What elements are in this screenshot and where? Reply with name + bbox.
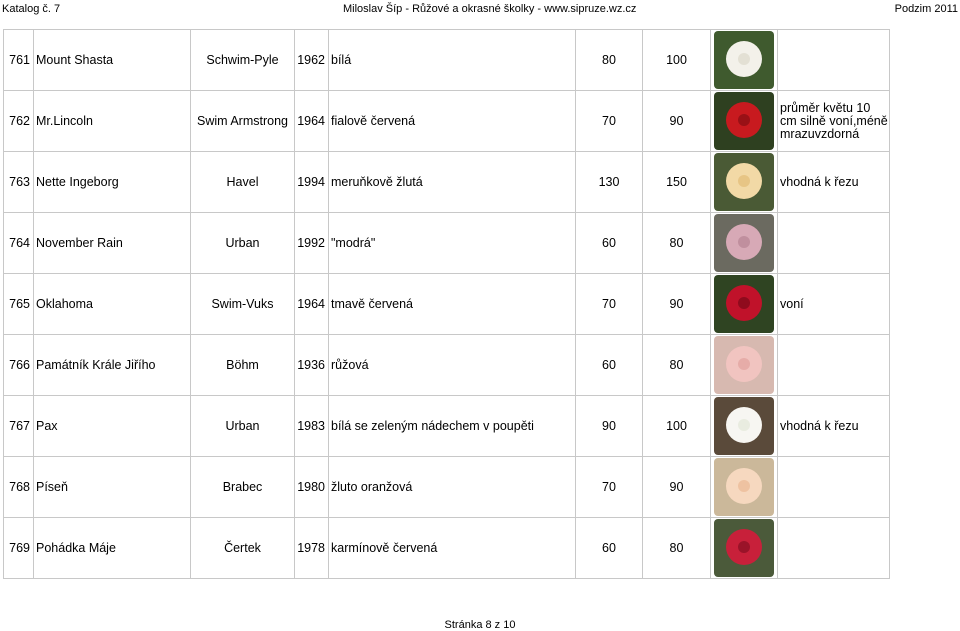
breeder: Brabec [191,457,295,518]
flower-color: bílá [329,30,576,91]
photo-cell [711,396,778,457]
photo-cell [711,152,778,213]
rose-name: Mr.Lincoln [34,91,191,152]
height-min: 70 [576,457,643,518]
rose-name: Nette Ingeborg [34,152,191,213]
height-min: 60 [576,335,643,396]
row-id: 765 [4,274,34,335]
table-row [4,396,890,457]
photo-cell [711,518,778,579]
row-id: 761 [4,30,34,91]
rose-name: Mount Shasta [34,30,191,91]
breeder: Urban [191,396,295,457]
table-row [4,152,890,213]
height-min: 80 [576,30,643,91]
rose-photo [714,92,774,150]
year: 1964 [295,91,329,152]
rose-bloom-center [738,236,750,248]
year: 1980 [295,457,329,518]
rose-name: Pax [34,396,191,457]
rose-bloom-center [738,541,750,553]
page-header [0,0,960,19]
height-min: 90 [576,396,643,457]
flower-color: meruňkově žlutá [329,152,576,213]
page-footer [0,619,960,631]
rose-bloom-center [738,53,750,65]
breeder: Urban [191,213,295,274]
height-min: 130 [576,152,643,213]
breeder: Schwim-Pyle [191,30,295,91]
rose-photo [714,214,774,272]
height-max: 80 [643,518,711,579]
rose-photo [714,397,774,455]
height-max: 100 [643,396,711,457]
rose-catalog-table [3,29,890,579]
year: 1936 [295,335,329,396]
row-id: 769 [4,518,34,579]
rose-bloom-center [738,480,750,492]
flower-color: bílá se zeleným nádechem v poupěti [329,396,576,457]
height-max: 90 [643,274,711,335]
table-row [4,518,890,579]
note: vhodná k řezu [778,396,890,457]
table-row [4,274,890,335]
photo-cell [711,335,778,396]
height-max: 80 [643,335,711,396]
year: 1962 [295,30,329,91]
note [778,213,890,274]
photo-cell [711,30,778,91]
height-min: 60 [576,518,643,579]
height-max: 90 [643,457,711,518]
catalog-number: Katalog č. 7 [2,3,61,15]
height-min: 70 [576,91,643,152]
photo-cell [711,274,778,335]
height-max: 150 [643,152,711,213]
table-row [4,457,890,518]
table-row [4,91,890,152]
rose-photo [714,336,774,394]
note: průměr květu 10 cm silně voní,méně mrazuvzdorná [778,91,890,152]
year: 1994 [295,152,329,213]
breeder: Swim-Vuks [191,274,295,335]
flower-color: fialově červená [329,91,576,152]
row-id: 764 [4,213,34,274]
height-max: 90 [643,91,711,152]
rose-photo [714,519,774,577]
photo-cell [711,91,778,152]
note: voní [778,274,890,335]
year: 1978 [295,518,329,579]
row-id: 768 [4,457,34,518]
flower-color: tmavě červená [329,274,576,335]
breeder: Böhm [191,335,295,396]
breeder: Čertek [191,518,295,579]
rose-bloom-center [738,175,750,187]
note [778,518,890,579]
year: 1992 [295,213,329,274]
rose-bloom-center [738,358,750,370]
rose-photo [714,153,774,211]
rose-name: Oklahoma [34,274,191,335]
table-row [4,335,890,396]
note [778,30,890,91]
row-id: 763 [4,152,34,213]
flower-color: žluto oranžová [329,457,576,518]
rose-photo [714,31,774,89]
flower-color: růžová [329,335,576,396]
table-row [4,213,890,274]
rose-photo [714,275,774,333]
height-min: 60 [576,213,643,274]
rose-bloom-center [738,114,750,126]
rose-name: Památník Krále Jiřího [34,335,191,396]
rose-name: Píseň [34,457,191,518]
rose-bloom-center [738,419,750,431]
note [778,335,890,396]
company-title: Miloslav Šíp - Růžové a okrasné školky - www.sipruze.wz.cz [343,3,637,15]
note: vhodná k řezu [778,152,890,213]
row-id: 767 [4,396,34,457]
year: 1964 [295,274,329,335]
rose-photo [714,458,774,516]
row-id: 766 [4,335,34,396]
flower-color: karmínově červená [329,518,576,579]
height-min: 70 [576,274,643,335]
photo-cell [711,213,778,274]
breeder: Swim Armstrong [191,91,295,152]
height-max: 100 [643,30,711,91]
rose-name: November Rain [34,213,191,274]
year: 1983 [295,396,329,457]
flower-color: "modrá" [329,213,576,274]
breeder: Havel [191,152,295,213]
photo-cell [711,457,778,518]
season-label: Podzim 2011 [894,3,958,15]
note [778,457,890,518]
row-id: 762 [4,91,34,152]
page-number: Stránka 8 z 10 [444,619,516,631]
height-max: 80 [643,213,711,274]
rose-name: Pohádka Máje [34,518,191,579]
rose-bloom-center [738,297,750,309]
table-row [4,30,890,91]
